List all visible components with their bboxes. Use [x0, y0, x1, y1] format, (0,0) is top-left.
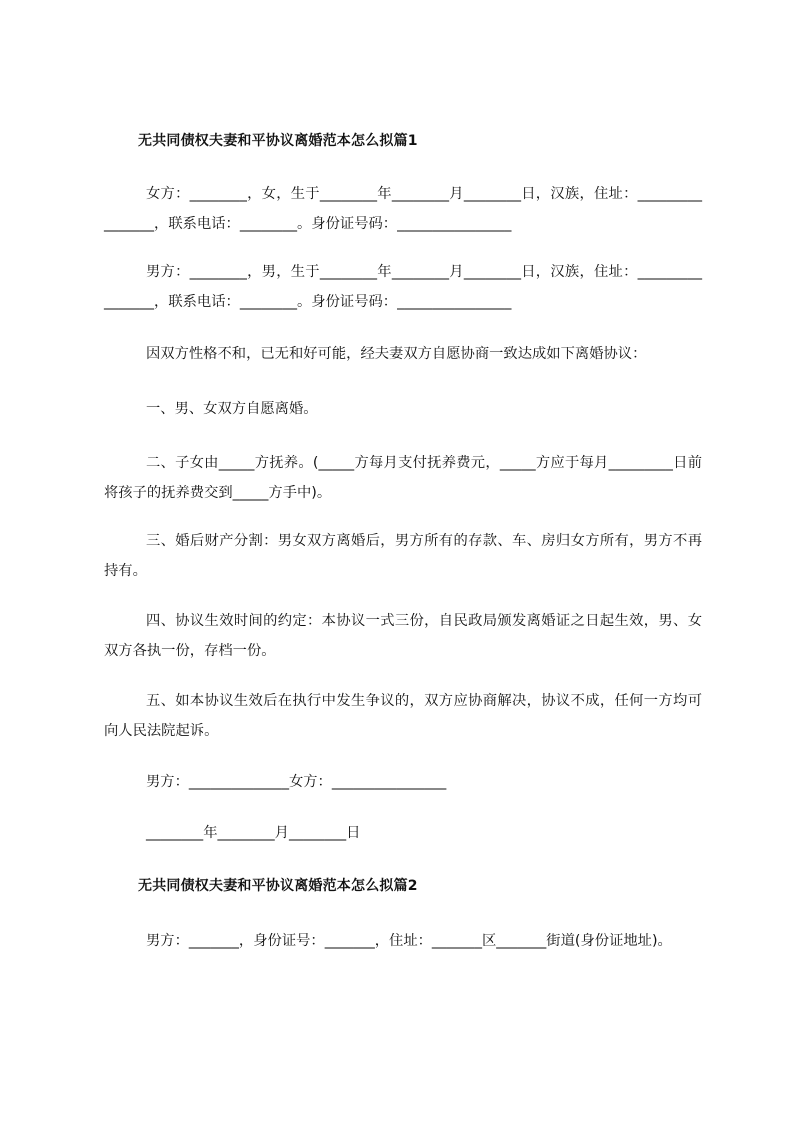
- clause-2-child-custody: 二、子女由_____方抚养。(_____方每月支付抚养费元，_____方应于每月_________日前将孩子的抚养费交到_____方手中)。: [104, 455, 702, 501]
- male-party-info: 男方：________，男，生于________年________月________日，汉族，住址：________________，联系电话：________。身份证号码：________________: [104, 264, 702, 310]
- clause-4-effective-date: 四、协议生效时间的约定：本协议一式三份，自民政局颁发离婚证之日起生效，男、女双方各执一份，存档一份。: [104, 613, 702, 659]
- agreement-intro: 因双方性格不和，已无和好可能，经夫妻双方自愿协商一致达成如下离婚协议：: [146, 346, 647, 362]
- date-line: ________年________月________日: [146, 825, 361, 841]
- female-party-info: 女方：________，女，生于________年________月________日，汉族，住址：________________，联系电话：________。身份证号码：________________: [104, 186, 702, 232]
- section-1-title: 无共同债权夫妻和平协议离婚范本怎么拟篇1: [138, 133, 418, 149]
- section-2-male-party-info: 男方：_______，身份证号：_______，住址：_______区_______街道(身份证地址)。: [146, 933, 672, 949]
- clause-1: 一、男、女双方自愿离婚。: [146, 401, 318, 417]
- clause-5-disputes: 五、如本协议生效后在执行中发生争议的，双方应协商解决，协议不成，任何一方均可向人民法院起诉。: [104, 693, 702, 739]
- section-2-title: 无共同债权夫妻和平协议离婚范本怎么拟篇2: [138, 878, 418, 894]
- clause-3-property: 三、婚后财产分割：男女双方离婚后，男方所有的存款、车、房归女方所有，男方不再持有。: [104, 533, 702, 579]
- signature-line: 男方：______________女方：________________: [146, 774, 447, 790]
